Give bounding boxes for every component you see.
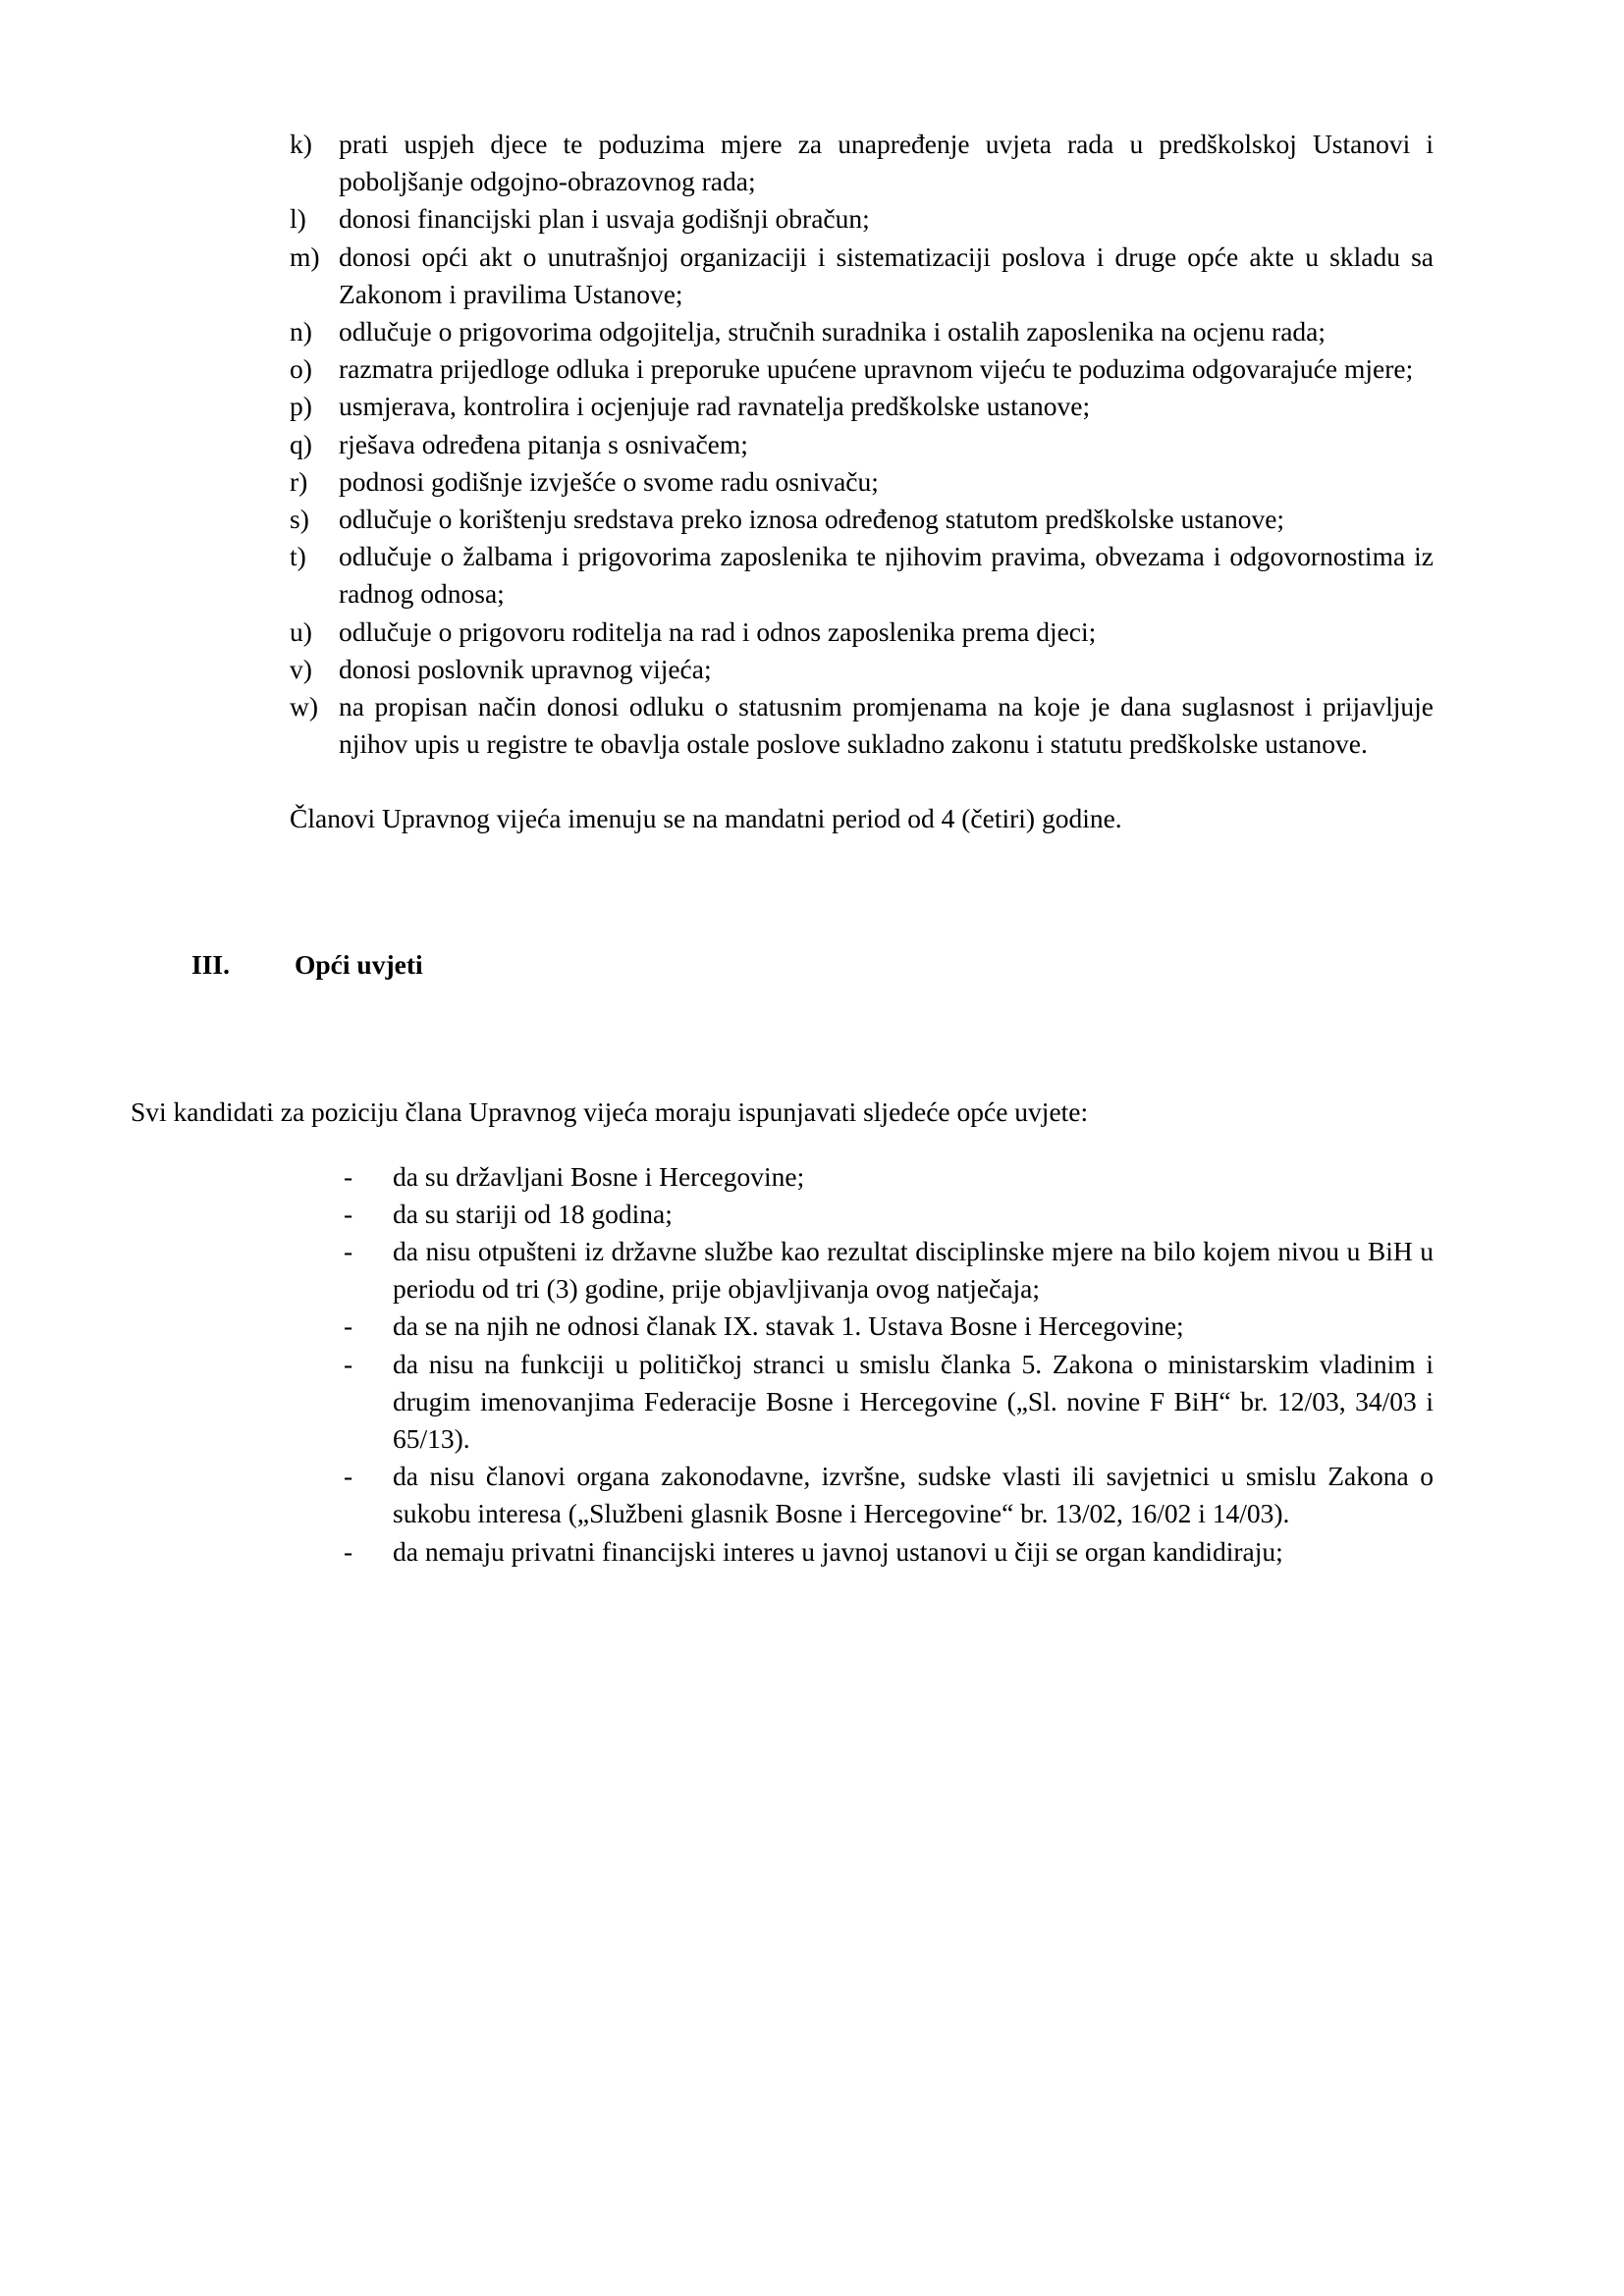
- general-conditions-intro: Svi kandidati za poziciju člana Upravnog vijeća moraju ispunjavati sljedeće opće uvjete:: [131, 1095, 1089, 1127]
- condition-item: [191, 1458, 1434, 1532]
- duty-item-text: podnosi godišnje izvješće o svome radu osnivaču;: [339, 465, 879, 497]
- duties-lettered-list: [191, 126, 1434, 763]
- condition-item-dash-marker: -: [344, 1461, 353, 1492]
- duty-item-marker: u): [290, 615, 312, 647]
- duty-item: [191, 126, 1434, 200]
- duty-item-marker: k): [290, 129, 312, 159]
- condition-item-dash-marker: -: [344, 1235, 353, 1266]
- duty-item: [191, 463, 1434, 501]
- duty-item-text: odlučuje o prigovoru roditelja na rad i odnos zaposlenika prema djeci;: [339, 615, 1097, 647]
- duty-item: [191, 239, 1434, 313]
- condition-item-text: da nisu otpušteni iz državne službe kao rezultat disciplinske mjere na bilo kojem nivou u BiH u periodu od tri (3) godine, prije objavljivanja ovog natječaja;: [393, 1235, 1434, 1305]
- duty-item-marker: s): [290, 504, 309, 535]
- duty-item-marker: n): [290, 316, 312, 347]
- condition-item-text: da se na njih ne odnosi članak IX. stavak 1. Ustava Bosne i Hercegovine;: [393, 1310, 1184, 1342]
- duty-item-text: odlučuje o prigovorima odgojitelja, stručnih suradnika i ostalih zaposlenika na ocjenu rada;: [339, 316, 1326, 347]
- condition-item: [191, 1533, 1434, 1571]
- duty-item-marker: l): [290, 203, 306, 235]
- section-title: Opći uvjeti: [295, 948, 423, 980]
- condition-item: [191, 1346, 1434, 1459]
- section-number: III.: [191, 948, 230, 980]
- duty-item: [191, 538, 1434, 613]
- condition-item: [191, 1196, 1434, 1233]
- duty-item: [191, 614, 1434, 651]
- duty-item: [191, 313, 1434, 350]
- condition-item-dash-marker: -: [344, 1310, 353, 1342]
- duty-item: [191, 651, 1434, 688]
- duty-item-text: rješava određena pitanja s osnivačem;: [339, 428, 748, 459]
- duty-item-marker: o): [290, 353, 312, 385]
- section-heading-general-conditions: [191, 946, 1434, 984]
- duty-item-text: donosi opći akt o unutrašnjoj organizaciji i sistematizaciji poslova i druge opće akte u skladu sa Zakonom i pravilima Ustanove;: [339, 240, 1434, 309]
- duty-item: [191, 200, 1434, 238]
- duty-item-marker: t): [290, 541, 306, 572]
- general-conditions-list: [191, 1158, 1434, 1571]
- duty-item-marker: v): [290, 653, 312, 684]
- duty-item-text: donosi financijski plan i usvaja godišnji obračun;: [339, 203, 870, 235]
- duty-item-text: donosi poslovnik upravnog vijeća;: [339, 653, 712, 684]
- mandate-paragraph: Članovi Upravnog vijeća imenuju se na mandatni period od 4 (četiri) godine.: [290, 803, 1122, 834]
- condition-item-text: da su stariji od 18 godina;: [393, 1198, 673, 1229]
- condition-item-text: da nisu članovi organa zakonodavne, izvršne, sudske vlasti ili savjetnici u smislu Zakona o sukobu interesa („Službeni glasnik Bosne i Hercegovine“ br. 13/02, 16/02 i 14/03).: [393, 1461, 1434, 1529]
- condition-item: [191, 1233, 1434, 1308]
- duty-item: [191, 350, 1434, 388]
- duty-item: [191, 501, 1434, 538]
- duty-item-text: usmjerava, kontrolira i ocjenjuje rad ravnatelja predškolske ustanove;: [339, 391, 1091, 422]
- condition-item-dash-marker: -: [344, 1535, 353, 1567]
- document-content: [131, 126, 1434, 1571]
- condition-item-text: da nemaju privatni financijski interes u javnoj ustanovi u čiji se organ kandidiraju;: [393, 1535, 1283, 1567]
- condition-item-dash-marker: -: [344, 1348, 353, 1379]
- duty-item-text: odlučuje o žalbama i prigovorima zaposlenika te njihovim pravima, obvezama i odgovornostima iz radnog odnosa;: [339, 541, 1434, 610]
- condition-item-text: da nisu na funkciji u političkoj stranci u smislu članka 5. Zakona o ministarskim vladinim i drugim imenovanjima Federacije Bosne i Hercegovine („Sl. novine F BiH“ br. 12/03, 34/03 i 65/13).: [393, 1348, 1434, 1454]
- duty-item-marker: r): [290, 465, 308, 497]
- duty-item-text: razmatra prijedloge odluka i preporuke upućene upravnom vijeću te poduzima odgovarajuće mjere;: [339, 353, 1414, 385]
- duty-item-marker: m): [290, 240, 320, 272]
- duty-item-marker: w): [290, 691, 319, 722]
- duty-item-text: odlučuje o korištenju sredstava preko iznosa određenog statutom predškolske ustanove;: [339, 504, 1285, 535]
- condition-item: [191, 1158, 1434, 1196]
- duty-item-marker: q): [290, 428, 312, 459]
- duty-item-marker: p): [290, 391, 312, 422]
- duty-item-text: na propisan način donosi odluku o statusnim promjenama na koje je dana suglasnost i prijavljuje njihov upis u registre te obavlja ostale poslove sukladno zakonu i statutu predškolske ustanove.: [339, 691, 1434, 760]
- duty-item: [191, 388, 1434, 425]
- duty-item: [191, 688, 1434, 763]
- condition-item-dash-marker: -: [344, 1160, 353, 1192]
- condition-item-dash-marker: -: [344, 1198, 353, 1229]
- duty-item-text: prati uspjeh djece te poduzima mjere za unapređenje uvjeta rada u predškolskoj Ustanovi i poboljšanje odgojno-obrazovnog rada;: [339, 129, 1434, 197]
- condition-item: [191, 1308, 1434, 1345]
- duty-item: [191, 426, 1434, 463]
- condition-item-text: da su državljani Bosne i Hercegovine;: [393, 1160, 805, 1192]
